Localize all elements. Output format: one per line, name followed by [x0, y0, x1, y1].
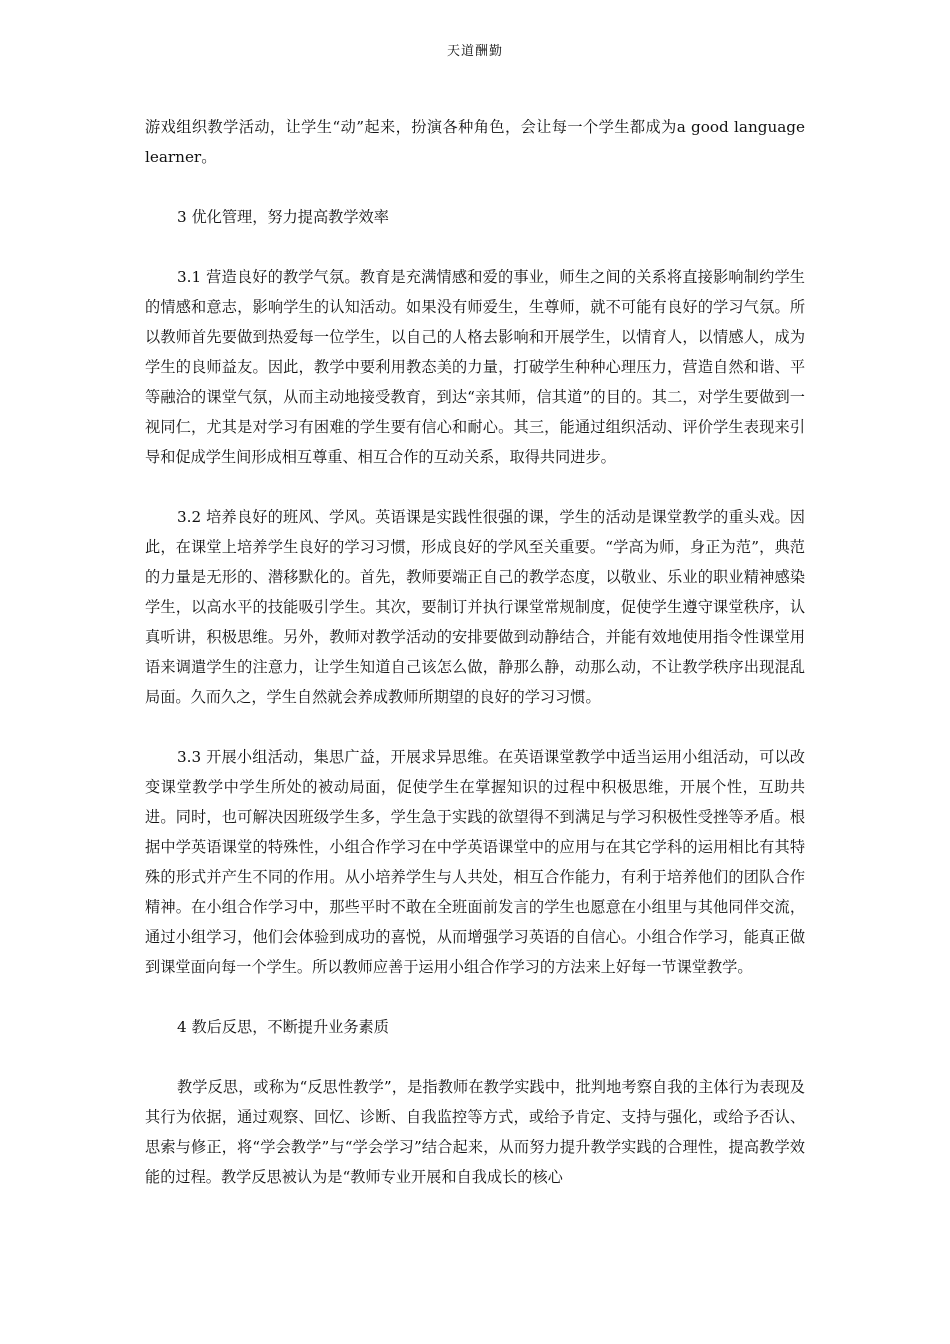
paragraph-3-2: 3.2 培养良好的班风、学风。英语课是实践性很强的课，学生的活动是课堂教学的重头戏。因此，在课堂上培养学生良好的学习习惯，形成良好的学风至关重要。“学高为师，身正为范”，典范的力量是无形的、潜移默化的。首先，教师要端正自己的教学态度，以敬业、乐业的职业精神感染学生，以高水平的技能吸引学生。其次，要制订并执行课堂常规制度，促使学生遵守课堂秩序，认真听讲，积极思维。另外，教师对教学活动的安排要做到动静结合，并能有效地使用指令性课堂用语来调遣学生的注意力，让学生知道自己该怎么做，静那么静，动那么动，不让教学秩序出现混乱局面。久而久之，学生自然就会养成教师所期望的良好的学习习惯。	[145, 508, 805, 706]
paragraph-3-3: 3.3 开展小组活动，集思广益，开展求异思维。在英语课堂教学中适当运用小组活动，可以改变课堂教学中学生所处的被动局面，促使学生在掌握知识的过程中积极思维，开展个性，互助共进。同时，也可解决因班级学生多，学生急于实践的欲望得不到满足与学习积极性受挫等矛盾。根据中学英语课堂的特殊性，小组合作学习在中学英语课堂中的应用与在其它学科的运用相比有其特殊的形式并产生不同的作用。从小培养学生与人共处，相互合作能力，有利于培养他们的团队合作精神。在小组合作学习中，那些平时不敢在全班面前发言的学生也愿意在小组里与其他同伴交流，通过小组学习，他们会体验到成功的喜悦，从而增强学习英语的自信心。小组合作学习，能真正做到课堂面向每一个学生。所以教师应善于运用小组合作学习的方法来上好每一节课堂教学。	[145, 748, 805, 976]
paragraph-4-reflection: 教学反思，或称为“反思性教学”，是指教师在教学实践中，批判地考察自我的主体行为表现及其行为依据，通过观察、回忆、诊断、自我监控等方式，或给予肯定、支持与强化，或给予否认、思索与修正，将“学会教学”与“学会学习”结合起来，从而努力提升教学实践的合理性，提高教学效能的过程。教学反思被认为是“教师专业开展和自我成长的核心	[145, 1078, 805, 1186]
paragraph-continuation: 游戏组织教学活动，让学生“动”起来，扮演各种角色，会让每一个学生都成为a good language learner。	[145, 118, 805, 166]
paragraph-3-1: 3.1 营造良好的教学气氛。教育是充满情感和爱的事业，师生之间的关系将直接影响制约学生的情感和意志，影响学生的认知活动。如果没有师爱生，生尊师，就不可能有良好的学习气氛。所以教师首先要做到热爱每一位学生，以自己的人格去影响和开展学生，以情育人，以情感人，成为学生的良师益友。因此，教学中要利用教态美的力量，打破学生种种心理压力，营造自然和谐、平等融洽的课堂气氛，从而主动地接受教育，到达“亲其师，信其道”的目的。其二，对学生要做到一视同仁，尤其是对学习有困难的学生要有信心和耐心。其三，能通过组织活动、评价学生表现来引导和促成学生间形成相互尊重、相互合作的互动关系，取得共同进步。	[145, 268, 805, 466]
document-body	[145, 112, 805, 1192]
page-header: 天道酬勤	[446, 44, 503, 59]
section-heading-4: 4 教后反思，不断提升业务素质	[177, 1018, 389, 1036]
section-heading-3: 3 优化管理，努力提高教学效率	[177, 208, 389, 226]
